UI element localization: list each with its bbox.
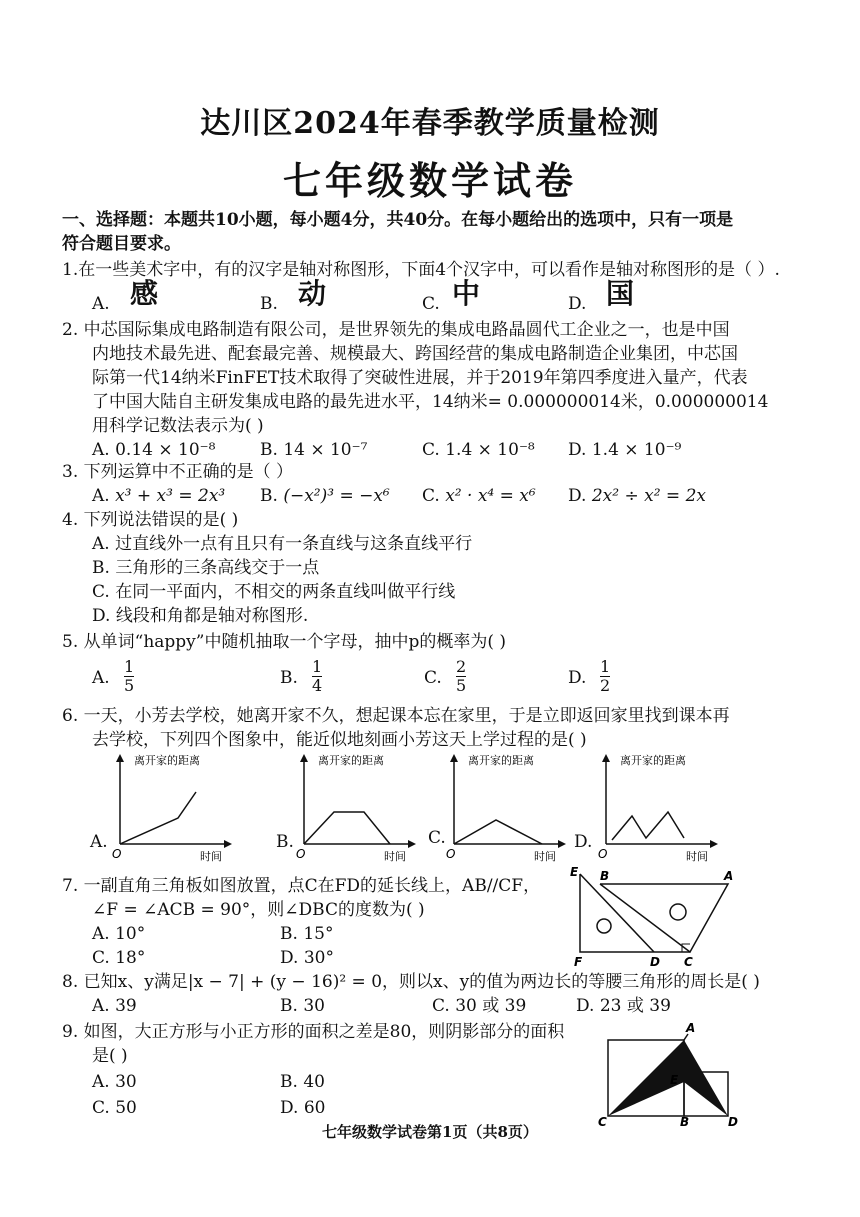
- point-b: B: [600, 869, 610, 883]
- question-7-line1: 7. 一副直角三角板如图放置，点C在FD的延长线上，AB//CF，: [62, 876, 541, 896]
- option-label: A.: [92, 294, 110, 314]
- option-d: D. 60: [280, 1098, 326, 1118]
- option-label: A.: [92, 668, 110, 688]
- graph-b-label: B.: [276, 832, 294, 852]
- graph-b: [292, 752, 422, 862]
- question-7-line2: ∠F = ∠ACB = 90°，则∠DBC的度数为( ): [92, 900, 425, 920]
- origin-label: O: [598, 847, 608, 861]
- option-c: C. 1.4 × 10⁻⁸: [422, 440, 535, 460]
- question-2-line: 用科学记数法表示为( ): [92, 416, 264, 436]
- graph-a-label: A.: [90, 832, 108, 852]
- option-a: A. 39: [92, 996, 137, 1016]
- option-c: C. 30 或 39: [432, 996, 527, 1016]
- option-b: B. 30: [280, 996, 325, 1016]
- question-3-stem: 3. 下列运算中不正确的是（ ）: [62, 462, 294, 482]
- question-6-line1: 6. 一天，小芳去学校，她离开家不久，想起课本忘在家里，于是立即返回家里找到课本再: [62, 706, 730, 726]
- x-axis-label: 时间: [686, 850, 708, 862]
- option-b: B. 40: [280, 1072, 325, 1092]
- option-a: A. 0.14 × 10⁻⁸: [92, 440, 216, 460]
- question-9-line1: 9. 如图，大正方形与小正方形的面积之差是80，则阴影部分的面积: [62, 1022, 565, 1042]
- fraction: 1 2: [600, 657, 611, 695]
- point-b: B: [680, 1115, 690, 1129]
- question-2-line: 际第一代14纳米FinFET技术取得了突破性进展，并于2019年第四季度进入量产，代表: [92, 368, 748, 388]
- option-label: C.: [424, 668, 442, 688]
- option-d: D. 1.4 × 10⁻⁹: [568, 440, 682, 460]
- question-4-option-b: B. 三角形的三条高线交于一点: [92, 558, 320, 578]
- question-2-line: 2. 中芯国际集成电路制造有限公司，是世界领先的集成电路晶圆代工企业之一，也是中国: [62, 320, 730, 340]
- option-d: D. 30°: [280, 948, 334, 968]
- fraction: 1 4: [312, 657, 323, 695]
- x-axis-label: 时间: [534, 850, 556, 862]
- point-d: D: [728, 1115, 738, 1129]
- section-instruction: 一、选择题：本题共10小题，每小题4分，共40分。在每小题给出的选项中，只有一项是: [62, 210, 734, 230]
- option-d: D. 23 或 39: [576, 996, 671, 1016]
- point-c: C: [598, 1115, 607, 1129]
- origin-label: O: [446, 847, 456, 861]
- graph-d: [594, 752, 724, 862]
- point-c: C: [684, 955, 693, 969]
- page-footer: 七年级数学试卷第1页（共8页）: [322, 1123, 538, 1141]
- point-f: F: [574, 955, 583, 969]
- y-axis-label: 离开家的距离: [318, 754, 384, 767]
- option-character: 感: [130, 277, 159, 310]
- point-d: D: [650, 955, 660, 969]
- graph-a: [108, 752, 238, 862]
- option-character: 动: [298, 277, 327, 310]
- origin-label: O: [112, 847, 122, 861]
- question-1-options: [92, 277, 772, 322]
- graph-d-label: D.: [574, 832, 593, 852]
- fraction: 2 5: [456, 657, 467, 695]
- question-4-option-a: A. 过直线外一点有且只有一条直线与这条直线平行: [92, 534, 473, 554]
- option-label: B.: [260, 294, 278, 314]
- option-label: C.: [422, 294, 440, 314]
- graph-c: [442, 752, 572, 862]
- option-a: A. x³ + x³ = 2x³: [92, 486, 226, 506]
- option-c: C. 18°: [92, 948, 146, 968]
- origin-label: O: [296, 847, 306, 861]
- question-2-line: 内地技术最先进、配套最完善、规模最大、跨国经营的集成电路制造企业集团，中芯国: [92, 344, 738, 364]
- triangle-diagram: [566, 862, 746, 972]
- question-4-option-d: D. 线段和角都是轴对称图形.: [92, 606, 309, 626]
- x-axis-label: 时间: [384, 850, 406, 862]
- section-instruction-cont: 符合题目要求。: [62, 234, 181, 254]
- y-axis-label: 离开家的距离: [620, 754, 686, 767]
- option-b: B. 14 × 10⁻⁷: [260, 440, 368, 460]
- question-5-options: [92, 658, 792, 700]
- option-a: A. 30: [92, 1072, 137, 1092]
- question-4-option-c: C. 在同一平面内，不相交的两条直线叫做平行线: [92, 582, 456, 602]
- question-9-line2: 是( ): [92, 1046, 128, 1066]
- point-a: A: [724, 869, 734, 883]
- option-c: C. x² · x⁴ = x⁶: [422, 486, 536, 506]
- option-d: D. 2x² ÷ x² = 2x: [568, 486, 706, 506]
- graph-c-label: C.: [428, 828, 446, 848]
- question-4-stem: 4. 下列说法错误的是( ): [62, 510, 239, 530]
- question-8-stem: 8. 已知x、y满足|x − 7| + (y − 16)² = 0，则以x、y的值为两边长的等腰三角形的周长是( ): [62, 972, 760, 992]
- option-character: 中: [452, 277, 481, 310]
- question-2-line: 了中国大陆自主研发集成电路的最先进水平，14纳米= 0.000000014米，0.000000014: [92, 392, 769, 412]
- option-c: C. 50: [92, 1098, 137, 1118]
- squares-diagram: [594, 1020, 754, 1130]
- option-label: D.: [568, 294, 587, 314]
- option-label: D.: [568, 668, 587, 688]
- option-label: B.: [280, 668, 298, 688]
- option-character: 国: [606, 277, 635, 310]
- y-axis-label: 离开家的距离: [468, 754, 534, 767]
- question-1-stem: 1.在一些美术字中，有的汉字是轴对称图形，下面4个汉字中，可以看作是轴对称图形的是（ ）.: [62, 260, 780, 280]
- point-a: A: [686, 1021, 696, 1035]
- option-a: A. 10°: [92, 924, 146, 944]
- fraction: 1 5: [124, 657, 135, 695]
- point-e: E: [570, 865, 579, 879]
- exam-subtitle: 七年级数学试卷: [282, 158, 577, 203]
- x-axis-label: 时间: [200, 850, 222, 862]
- y-axis-label: 离开家的距离: [134, 754, 200, 767]
- option-b: B. (−x²)³ = −x⁶: [260, 486, 390, 506]
- question-6-line2: 去学校，下列四个图象中，能近似地刻画小芳这天上学过程的是( ): [92, 730, 587, 750]
- exam-title: 达川区2024年春季教学质量检测: [200, 106, 660, 141]
- question-5-stem: 5. 从单词“happy”中随机抽取一个字母，抽中p的概率为( ): [62, 632, 507, 652]
- point-e: E: [670, 1073, 679, 1087]
- option-b: B. 15°: [280, 924, 334, 944]
